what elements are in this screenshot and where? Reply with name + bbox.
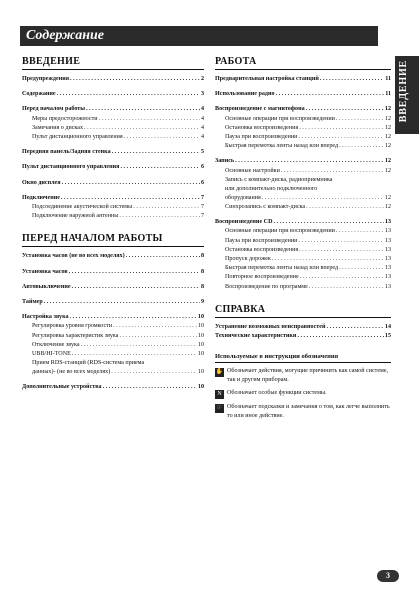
toc-entry[interactable] <box>22 194 204 203</box>
toc-entry-title: Перед началом работы <box>22 106 86 113</box>
left-column <box>22 56 204 399</box>
toc-group <box>22 298 204 307</box>
toc-entry[interactable] <box>215 105 391 114</box>
toc-entry[interactable] <box>22 90 204 99</box>
toc-entry-page: 8 <box>200 283 204 290</box>
toc-subentry[interactable] <box>215 237 391 246</box>
toc-entry-title: Меры предосторожности <box>32 115 98 122</box>
toc-entry[interactable] <box>215 323 391 332</box>
toc-entry[interactable] <box>22 148 204 157</box>
toc-group <box>22 383 204 392</box>
toc-entry-title: Воспроизведение по программе <box>225 283 308 290</box>
toc-entry-page: 13 <box>384 283 391 290</box>
toc-entry-page: 7 <box>200 213 204 220</box>
toc-entry-title: Замечания о дисках <box>32 124 84 131</box>
toc-entry-page: 4 <box>200 134 204 141</box>
toc-subentry[interactable] <box>215 115 391 124</box>
toc-entry-page: 13 <box>384 265 391 272</box>
toc-entry-title: Окно дисплея <box>22 179 61 186</box>
toc-group <box>22 90 204 99</box>
toc-entry-page: 12 <box>384 106 391 113</box>
toc-entry-title: Основные операции при воспроизведении <box>225 115 335 122</box>
toc-subentry[interactable] <box>22 350 204 359</box>
toc-subentry[interactable] <box>215 124 391 133</box>
toc-entry-title: Запись <box>215 158 235 165</box>
toc-entry-title: данных)- (не во всех моделях) <box>32 369 111 376</box>
section-heading-reference: СПРАВКА <box>215 304 391 318</box>
toc-group <box>215 105 391 151</box>
toc-subentry[interactable] <box>215 273 391 282</box>
toc-entry-page: 12 <box>384 204 391 211</box>
toc-subentry[interactable] <box>215 203 391 212</box>
toc-entry-page: 8 <box>200 268 204 275</box>
toc-entry-title: Воспроизведение с магнитофона <box>215 106 305 113</box>
toc-subentry[interactable] <box>215 283 391 292</box>
toc-entry[interactable] <box>22 105 204 114</box>
toc-entry-page: 3 <box>200 91 204 98</box>
toc-subentry[interactable] <box>215 246 391 255</box>
toc-group <box>22 148 204 157</box>
toc-group <box>215 90 391 99</box>
toc-entry-page: 15 <box>384 333 391 340</box>
toc-subentry[interactable] <box>215 133 391 142</box>
toc-entry-page: 10 <box>197 384 204 391</box>
toc-entry-title: Остановка воспроизведения <box>225 246 299 253</box>
toc-entry-title: Пауза при воспроизведении <box>225 237 298 244</box>
toc-entry-title: Быстрая перемотка ленты назад или вперед <box>225 143 339 150</box>
toc-subentry-text: или дополнительно подключенного <box>225 185 318 192</box>
toc-group <box>215 218 391 292</box>
toc-entry-title: Технические характеристики <box>215 333 297 340</box>
toc-entry-page: 11 <box>385 76 391 82</box>
toc-entry[interactable] <box>22 298 204 307</box>
toc-entry-page: 8 <box>200 253 204 260</box>
toc-entry-page: 6 <box>200 179 204 186</box>
toc-entry-page: 10 <box>197 369 204 376</box>
toc-entry-page: 12 <box>384 143 391 150</box>
toc-entry-title: Пауза при воспроизведении <box>225 134 298 141</box>
toc-entry-title: Содержание <box>22 91 56 98</box>
toc-subentry[interactable] <box>215 194 391 203</box>
legend-text: Обозначает особые функции системы. <box>227 390 327 397</box>
toc-group <box>22 283 204 292</box>
toc-entry-title: Устранение возможных неисправностей <box>215 323 326 330</box>
toc-entry-page: 11 <box>385 91 391 98</box>
toc-entry[interactable] <box>22 383 204 392</box>
toc-group <box>22 179 204 188</box>
toc-subentry[interactable] <box>215 264 391 273</box>
toc-entry-page: 12 <box>384 124 391 131</box>
toc-group <box>22 105 204 142</box>
toc-entry-page: 2 <box>200 76 204 82</box>
page-title: Содержание <box>20 26 378 46</box>
toc-entry-title: Повторное воспроизведение <box>225 274 299 281</box>
toc-entry-page: 12 <box>384 115 391 122</box>
toc-group <box>22 194 204 222</box>
toc-entry-title: Быстрая перемотка ленты назад или вперед <box>225 265 339 272</box>
toc-entry-title: Синхрозапись с компакт-диска <box>225 204 306 211</box>
toc-entry[interactable] <box>215 157 391 166</box>
side-tab-label: ВВЕДЕНИЕ <box>398 60 409 123</box>
toc-entry[interactable] <box>22 75 204 84</box>
toc-entry-title: Дополнительные устройства <box>22 384 102 391</box>
toc-entry-page: 4 <box>200 115 204 122</box>
toc-group <box>22 252 204 261</box>
toc-subentry[interactable] <box>215 142 391 151</box>
section-side-tab <box>395 56 419 134</box>
toc-entry-title: Настройка звука <box>22 314 69 321</box>
toc-group <box>22 163 204 172</box>
toc-entry-page: 10 <box>197 351 204 358</box>
toc-entry[interactable] <box>22 179 204 188</box>
toc-entry-page: 13 <box>384 246 391 253</box>
toc-entry-page: 10 <box>197 332 204 339</box>
toc-entry[interactable] <box>215 75 391 84</box>
toc-entry[interactable] <box>22 268 204 277</box>
toc-entry-title: Установка часов <box>22 268 68 275</box>
toc-subentry[interactable] <box>22 133 204 142</box>
toc-entry-page: 13 <box>384 256 391 263</box>
toc-entry-title: Подсоединение акустической системы <box>32 204 133 211</box>
toc-entry-title: Предварительная настройка станций <box>215 76 319 82</box>
toc-entry-page: 4 <box>200 124 204 131</box>
toc-entry-title: Воспроизведение CD <box>215 219 273 226</box>
toc-entry[interactable] <box>215 218 391 227</box>
toc-entry-title: Пропуск дорожек <box>225 256 271 263</box>
toc-group <box>215 75 391 84</box>
toc-group <box>215 323 391 341</box>
toc-entry-title: Остановка воспроизведения <box>225 124 299 131</box>
toc-entry[interactable] <box>215 90 391 99</box>
toc-subentry[interactable] <box>22 341 204 350</box>
toc-entry-title: Автовыключение <box>22 283 71 290</box>
toc-entry-page: 12 <box>384 167 391 174</box>
toc-entry-page: 12 <box>384 134 391 141</box>
toc-subentry[interactable] <box>22 322 204 331</box>
toc-entry-page: 10 <box>197 341 204 348</box>
toc-subentry[interactable] <box>22 368 204 377</box>
toc-entry-page: 7 <box>200 194 204 201</box>
section-heading-before-start: ПЕРЕД НАЧАЛОМ РАБОТЫ <box>22 233 204 247</box>
toc-subentry[interactable] <box>215 167 391 176</box>
warning-hand-icon: ✋ <box>215 369 224 376</box>
toc-subentry[interactable] <box>22 203 204 212</box>
toc-entry-title: Подключение наружной антенны <box>32 213 119 220</box>
toc-entry-title: Таймер <box>22 299 43 306</box>
toc-entry-title: Передняя панель/Задняя стенка <box>22 149 111 156</box>
toc-group <box>22 75 204 84</box>
toc-subentry[interactable] <box>22 212 204 221</box>
toc-subentry-text: Запись с компакт-диска, радиоприемника <box>225 176 333 183</box>
toc-entry-page: 10 <box>197 314 204 321</box>
toc-entry-title: Использование радио <box>215 91 275 98</box>
page-number: 3 <box>377 570 399 582</box>
toc-entry-page: 7 <box>200 204 204 211</box>
toc-subentry[interactable] <box>215 227 391 236</box>
toc-group <box>22 313 204 377</box>
note-n-icon: N <box>215 390 224 399</box>
toc-entry-page: 9 <box>200 299 204 306</box>
toc-group <box>22 268 204 277</box>
legend-text: Обозначает подсказки и замечания о том, как легче выполнить то или иное действие. <box>227 404 390 420</box>
legend-title: Используемые в инструкции обозначения <box>215 353 391 363</box>
legend-text: Обозначает действия, могущие причинить как самой системе, так и другим приборам. <box>227 368 389 384</box>
toc-entry-title: Отключение звука <box>32 341 80 348</box>
toc-entry[interactable] <box>22 283 204 292</box>
toc-subentry[interactable] <box>22 332 204 341</box>
toc-entry-title: Подключение <box>22 194 60 201</box>
toc-subentry[interactable] <box>22 115 204 124</box>
toc-entry-page: 13 <box>384 274 391 281</box>
toc-entry-page: 10 <box>197 323 204 330</box>
toc-subentry[interactable] <box>22 124 204 133</box>
toc-entry[interactable] <box>22 313 204 322</box>
toc-entry-title: Установка часов (не во всех моделях) <box>22 253 125 260</box>
toc-entry-title: Регулировка уровня громкости <box>32 323 113 330</box>
toc-entry-title: Предупреждения <box>22 76 70 82</box>
toc-entry-page: 12 <box>384 158 391 165</box>
right-column <box>215 56 391 425</box>
section-heading-introduction: ВВЕДЕНИЕ <box>22 56 204 70</box>
toc-group <box>215 157 391 212</box>
toc-entry-page: 12 <box>384 194 391 201</box>
toc-entry[interactable] <box>22 163 204 172</box>
legend-item <box>215 403 391 421</box>
toc-entry-title: оборудования <box>225 194 261 201</box>
toc-entry-page: 13 <box>384 219 391 226</box>
toc-subentry[interactable] <box>215 255 391 264</box>
toc-entry[interactable] <box>215 332 391 341</box>
toc-entry-page: 13 <box>384 228 391 235</box>
toc-subentry-text: Прием RDS-станций (RDS-система приема <box>32 360 145 367</box>
toc-entry-title: Основные настройки <box>225 167 280 174</box>
toc-entry-page: 6 <box>200 164 204 171</box>
tip-hand-icon: ☞ <box>216 405 223 412</box>
toc-entry-title: Пульт дистанционного управления <box>22 164 120 171</box>
toc-entry-title: Основные операции при воспроизведении <box>225 228 335 235</box>
section-heading-operation: РАБОТА <box>215 56 391 70</box>
toc-entry[interactable] <box>22 252 204 261</box>
toc-entry-title: Пульт дистанционного управления <box>32 134 123 141</box>
toc-entry-page: 4 <box>200 106 204 113</box>
toc-entry-title: UBB/HI-TONE <box>32 351 71 358</box>
toc-entry-page: 5 <box>200 149 204 156</box>
legend-item <box>215 367 391 385</box>
toc-entry-title: Регулировка характеристик звука <box>32 332 119 339</box>
toc-entry-page: 13 <box>384 237 391 244</box>
legend-item <box>215 389 391 399</box>
toc-entry-page: 14 <box>384 323 391 330</box>
